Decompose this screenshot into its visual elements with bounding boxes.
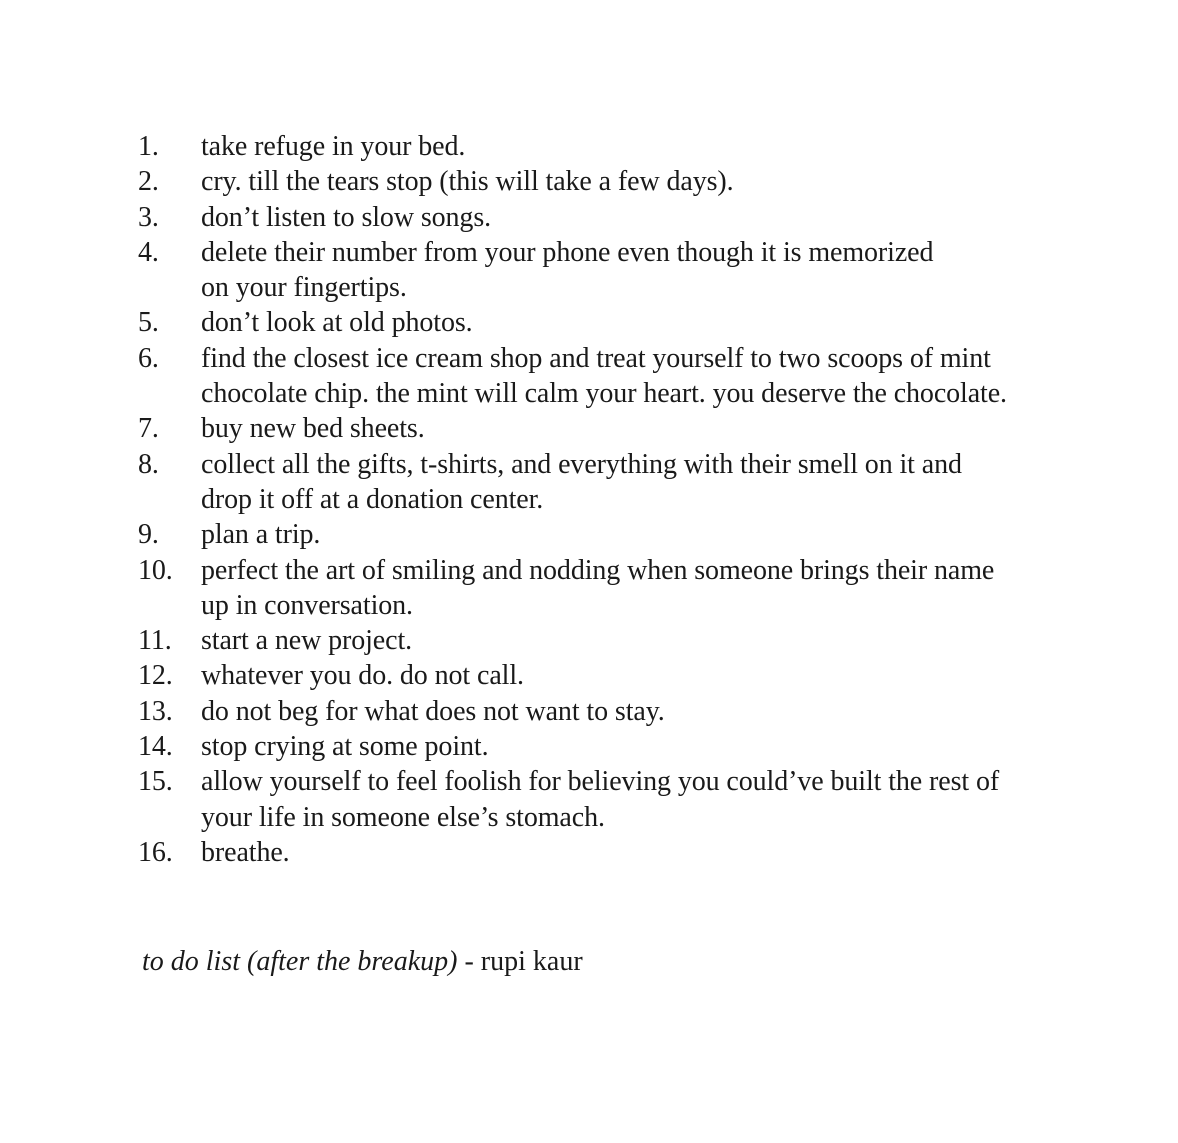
item-number: 8. (138, 448, 159, 480)
poem-title: to do list (after the breakup) (142, 946, 458, 977)
item-number: 2. (138, 166, 159, 198)
list-item (138, 235, 1088, 306)
item-text: allow yourself to feel foolish for believing you could’ve built the rest of your life in someone else’s stomach. (201, 766, 1000, 833)
item-text: whatever you do. do not call. (201, 660, 524, 692)
item-number: 5. (138, 307, 159, 339)
item-text: don’t look at old photos. (201, 307, 473, 339)
item-text: start a new project. (201, 625, 413, 657)
item-text: perfect the art of smiling and nodding when someone brings their name up in conversation. (201, 554, 995, 621)
list-item (138, 729, 1088, 764)
list-item (138, 447, 1088, 518)
poem-author: rupi kaur (480, 946, 583, 977)
item-text: don’t listen to slow songs. (201, 201, 492, 233)
item-number: 15. (138, 766, 173, 798)
caption-separator: - (457, 946, 481, 977)
item-number: 4. (138, 236, 159, 268)
item-number: 13. (138, 695, 173, 727)
list-item (138, 553, 1088, 624)
item-number: 11. (138, 625, 172, 657)
list-item (138, 129, 1088, 164)
list-item (138, 411, 1088, 446)
item-number: 16. (138, 836, 173, 868)
list-item (138, 200, 1088, 235)
item-text: find the closest ice cream shop and treat yourself to two scoops of mint chocolate chip. the mint will calm your heart. you deserve the chocolate. (201, 342, 1007, 410)
list-item (138, 658, 1088, 693)
item-number: 1. (138, 131, 159, 162)
item-number: 3. (138, 201, 159, 233)
list-item (138, 305, 1088, 340)
item-number: 6. (138, 342, 159, 374)
item-text: stop crying at some point. (201, 731, 489, 763)
to-do-list (138, 129, 1088, 870)
list-item (138, 623, 1088, 658)
item-number: 14. (138, 731, 173, 763)
list-item (138, 694, 1088, 729)
list-item (138, 835, 1088, 870)
list-item (138, 164, 1088, 199)
list-item (138, 517, 1088, 552)
item-text: buy new bed sheets. (201, 413, 425, 445)
item-number: 7. (138, 413, 159, 445)
item-text: plan a trip. (201, 519, 321, 551)
item-text: breathe. (201, 836, 290, 868)
list-item (138, 341, 1088, 412)
poem-caption (142, 943, 583, 981)
item-number: 9. (138, 519, 159, 551)
item-text: do not beg for what does not want to stay. (201, 695, 665, 727)
item-text: take refuge in your bed. (201, 131, 466, 162)
item-number: 10. (138, 554, 173, 586)
item-number: 12. (138, 660, 173, 692)
item-text: collect all the gifts, t-shirts, and everything with their smell on it and drop it off at a donation center. (201, 448, 962, 515)
list-item (138, 764, 1088, 835)
item-text: delete their number from your phone even though it is memorized on your fingertips. (201, 236, 934, 304)
item-text: cry. till the tears stop (this will take a few days). (201, 166, 734, 198)
